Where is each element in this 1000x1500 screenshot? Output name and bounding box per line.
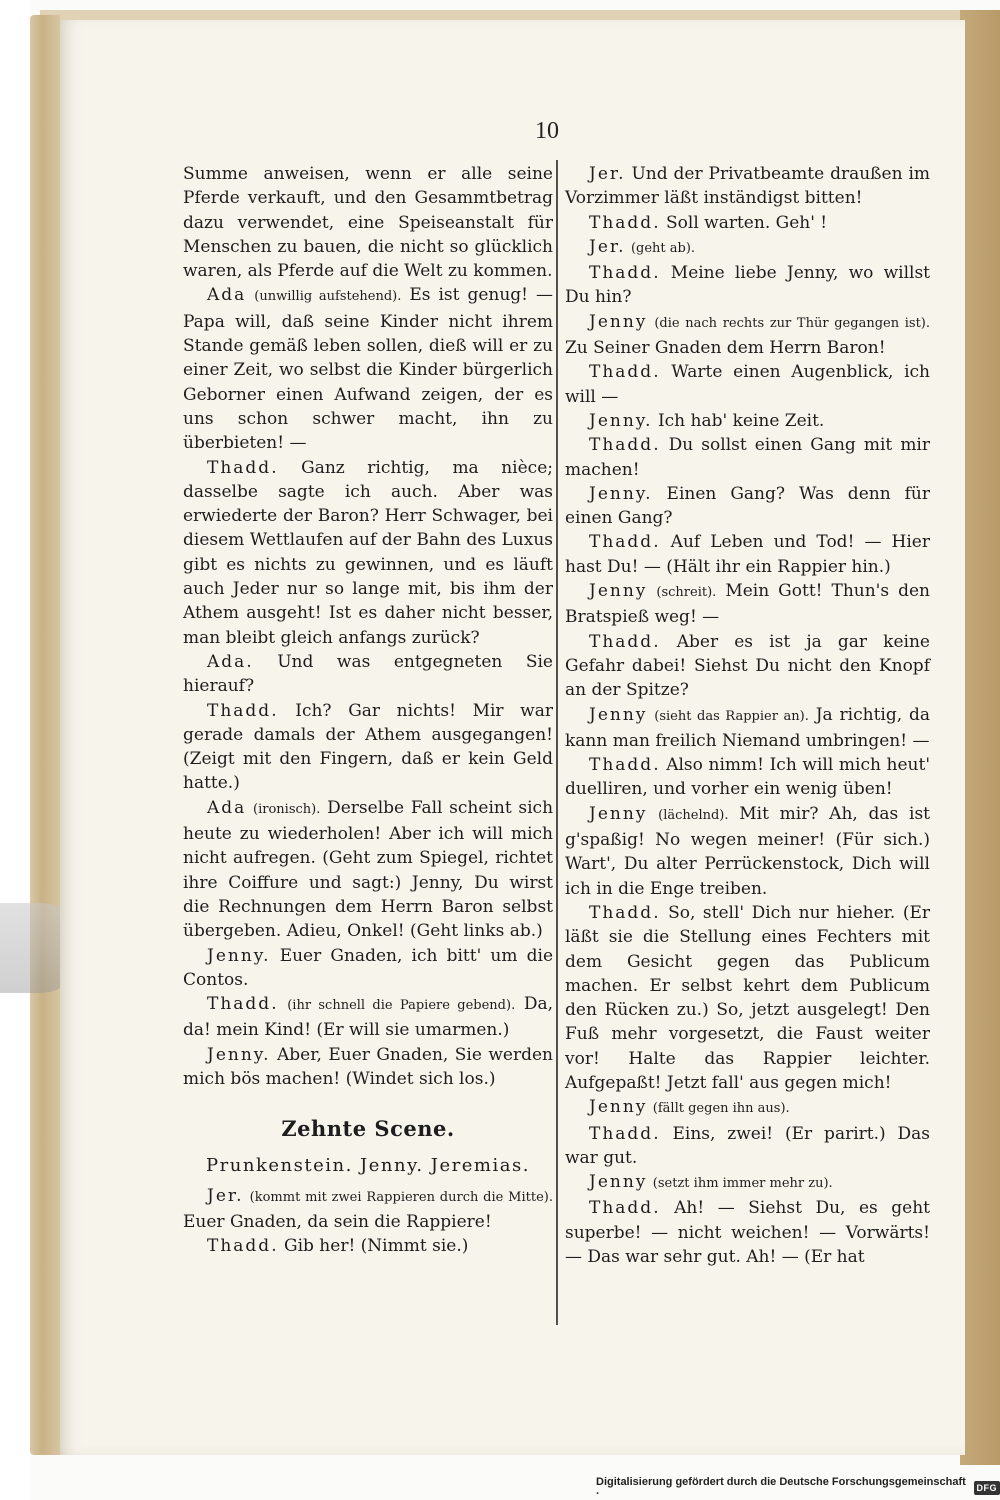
- speech-text: Mit mir? Ah, das ist g'spaßig! No wegen meiner! (Für sich.) Wart', Du alter Perrückenstock, Dich will ich in die Enge treiben.: [565, 803, 931, 899]
- speech-text: Auf Leben und Tod! — Hier hast Du! — (Hält ihr ein Rappier hin.): [565, 532, 930, 577]
- stage-direction: (ihr schnell die Papiere gebend).: [287, 998, 516, 1014]
- stage-direction: (sieht das Rappier an).: [654, 708, 809, 724]
- speech-block: [183, 699, 553, 796]
- speech-block: [183, 283, 553, 455]
- scene-title: Zehnte Scene.: [281, 1116, 455, 1142]
- speech-block: [565, 235, 930, 261]
- speech-block: [565, 630, 930, 703]
- speaker-name: Thadd.: [589, 755, 661, 776]
- digitization-footer: [596, 1476, 1000, 1500]
- speech-text: Einen Gang? Was denn für einen Gang?: [565, 483, 930, 529]
- speech-text: Soll warten. Geh' !: [666, 212, 828, 233]
- speech-text: Ja richtig, da kann man freilich Niemand umbringen! —: [565, 704, 930, 751]
- speech-text: Warte einen Augenblick, ich will —: [565, 362, 930, 407]
- speaker-name: Thadd.: [589, 212, 661, 233]
- stage-direction: (lächelnd).: [658, 807, 729, 823]
- speech-block: [565, 1170, 930, 1196]
- speaker-name: Jenny.: [207, 945, 271, 966]
- scan-background: [0, 0, 30, 1500]
- speaker-name: Jenny.: [589, 483, 653, 504]
- speaker-name: Thadd.: [589, 631, 661, 652]
- paragraph: Summe anweisen, wenn er alle seine Pferde verkauft, und den Gesammtbetrag dazu verwendet, eine Speiseanstalt für Menschen zu bauen, die nicht so glücklich waren, als Pferde auf die Welt zu kommen.: [183, 164, 553, 282]
- speech-text: Da, da! mein Kind! (Er will sie umarmen.): [183, 994, 554, 1041]
- speech-block: [565, 1196, 930, 1269]
- speech-block: [183, 1043, 553, 1092]
- speech-block: [565, 482, 930, 531]
- speech-block: [565, 360, 930, 409]
- speaker-name: Ada: [207, 285, 247, 306]
- speaker-name: Thadd.: [589, 362, 661, 383]
- speech-text: Derselbe Fall scheint sich heute zu wiederholen! Aber ich will mich nicht aufregen. (Geht zum Spiegel, richtet ihre Coiffure und sagt:) Jenny, Du wirst die Rechnungen dem Herrn Baron selbst übergeben. Adieu, Onkel! (Geht links ab.): [183, 797, 554, 942]
- speech-text: Ganz richtig, ma nièce; dasselbe sagte ich auch. Aber was erwiederte der Baron? Herr Schwager, bei diesem Wettlaufen auf der Bahn des Luxus gibt es nichts zu gewinnen, und es läuft auch Jeder nur so lange mit, bis ihm der Athem ausgeht! Ist es daher nicht besser, man bleibt gleich anfangs zurück?: [183, 457, 553, 648]
- speech-text: Ich hab' keine Zeit.: [657, 410, 825, 431]
- stage-direction: (fällt gegen ihn aus).: [652, 1101, 790, 1117]
- speaker-name: Thadd.: [589, 263, 661, 284]
- speech-block: [565, 901, 930, 1095]
- speech-text: Und der Privatbeamte draußen im Vorzimmer läßt inständigst bitten!: [565, 164, 931, 209]
- speech-block: [565, 753, 930, 802]
- speaker-name: Jenny: [589, 581, 648, 602]
- speech-text: Es ist genug! — Papa will, daß seine Kinder nicht ihrem Stande gemäß leben sollen, dieß will er zu einer Zeit, wo selbst die Kinder bürgerlich Geborner einen Aufwand zeigen, der es uns schon schwer macht, ihn zu überbieten! —: [183, 285, 553, 454]
- speech-text: Mein Gott! Thun's den Bratspieß weg! —: [565, 581, 930, 628]
- stage-direction: (setzt ihm immer mehr zu).: [652, 1176, 833, 1192]
- stage-direction: (ironisch).: [253, 801, 321, 817]
- speech-block: [565, 310, 930, 361]
- speech-text: Gib her! (Nimmt sie.): [284, 1236, 469, 1257]
- speaker-name: Jenny.: [589, 410, 653, 431]
- speaker-name: Jenny.: [207, 1044, 271, 1065]
- speech-text: Also nimm! Ich will mich heut' duelliren, und vorher ein wenig üben!: [565, 755, 930, 800]
- speech-block: [183, 1184, 553, 1235]
- stage-direction: (geht ab).: [630, 240, 696, 256]
- speech-block: [565, 261, 930, 310]
- speaker-name: Jer.: [589, 236, 626, 257]
- stage-direction: (die nach rechts zur Thür gegangen ist).: [654, 315, 931, 331]
- speech-block: [565, 211, 930, 235]
- speech-text: Ah! — Siehst Du, es geht superbe! — nicht weichen! — Vorwärts! — Das war sehr gut. Ah! — (Er hat: [565, 1198, 931, 1268]
- speech-text: Meine liebe Jenny, wo willst Du hin?: [565, 263, 931, 308]
- speaker-name: Thadd.: [207, 994, 279, 1015]
- speech-block: [183, 796, 553, 944]
- left-text-column: [183, 162, 553, 1259]
- stage-direction: (unwillig aufstehend).: [254, 289, 402, 305]
- speech-text: So, stell' Dich nur hieher. (Er läßt sie die Stellung eines Fechters mit dem Gesicht gegen das Publicum machen. Er selbst kehrt dem Publicum den Rücken zu.) So, jetzt ausgelegt! Den Fuß mehr vorgesetzt, die Faust weiter vor! Halte das Rappier leichter. Aufgepaßt! Jetzt fall' aus gegen mich!: [565, 902, 930, 1093]
- speech-block: [565, 409, 930, 433]
- speaker-name: Thadd.: [589, 1198, 661, 1219]
- speaker-name: Thadd.: [589, 435, 661, 456]
- speaker-name: Jer.: [207, 1185, 244, 1206]
- speaker-name: Ada.: [207, 651, 254, 672]
- stage-direction: (schreit).: [656, 585, 717, 601]
- speaker-name: Thadd.: [589, 1123, 661, 1144]
- speech-block: [565, 579, 930, 630]
- speech-block: [565, 703, 930, 754]
- adjacent-page-edge: [960, 10, 1000, 1465]
- speech-block: [565, 802, 930, 901]
- speaker-name: Thadd.: [207, 1236, 279, 1257]
- speaker-name: Jer.: [589, 164, 626, 184]
- speaker-name: Thadd.: [589, 902, 661, 923]
- speech-text: Aber es ist ja gar keine Gefahr dabei! Siehst Du nicht den Knopf an der Spitze?: [565, 631, 930, 701]
- speech-text: Zu Seiner Gnaden dem Herrn Baron!: [565, 338, 886, 359]
- speech-block: [183, 456, 553, 650]
- speech-text: Euer Gnaden, ich bitt' um die Contos.: [183, 945, 554, 990]
- speaker-name: Jenny: [589, 1172, 648, 1193]
- speaker-name: Jenny: [589, 704, 648, 725]
- scene-cast-list: Prunkenstein. Jenny. Jeremias.: [206, 1154, 530, 1176]
- speaker-name: Jenny: [589, 1097, 648, 1118]
- speech-block: [565, 433, 930, 482]
- speech-text: Euer Gnaden, da sein die Rappiere!: [183, 1212, 492, 1233]
- speech-text: Ich? Gar nichts! Mir war gerade damals der Athem ausgegangen! (Zeigt mit den Fingern, daß er kein Geld hatte.): [183, 700, 553, 794]
- speaker-name: Thadd.: [207, 700, 279, 721]
- page-number: 10: [535, 118, 559, 144]
- speech-block: [565, 162, 930, 211]
- stage-direction: (kommt mit zwei Rappieren durch die Mitte).: [249, 1189, 553, 1205]
- speech-text: Eins, zwei! (Er parirt.) Das war gut.: [565, 1123, 931, 1168]
- book-spine-edge: [30, 15, 60, 1455]
- speech-block: [565, 1095, 930, 1121]
- speech-block: [565, 1122, 930, 1171]
- speech-text: Und was entgegneten Sie hierauf?: [183, 651, 553, 697]
- speaker-name: Ada: [207, 797, 247, 818]
- speaker-name: Jenny: [589, 803, 648, 824]
- right-text-column: [565, 162, 930, 1269]
- speaker-name: Thadd.: [589, 532, 661, 553]
- speech-block: [183, 992, 553, 1043]
- footer-text: Digitalisierung gefördert durch die Deutsche Forschungsgemeinschaft ·: [596, 1476, 966, 1500]
- speech-block: [565, 530, 930, 579]
- dfg-logo: DFG: [974, 1481, 1000, 1495]
- column-divider: [556, 160, 558, 1325]
- speech-text: Aber, Euer Gnaden, Sie werden mich bös machen! (Windet sich los.): [183, 1044, 554, 1089]
- speaker-name: Jenny: [589, 311, 648, 332]
- speech-block: [183, 650, 553, 699]
- speaker-name: Thadd.: [207, 457, 279, 478]
- speech-block: [183, 944, 553, 993]
- speech-text: Du sollst einen Gang mit mir machen!: [565, 435, 930, 480]
- speech-block: [183, 1234, 553, 1258]
